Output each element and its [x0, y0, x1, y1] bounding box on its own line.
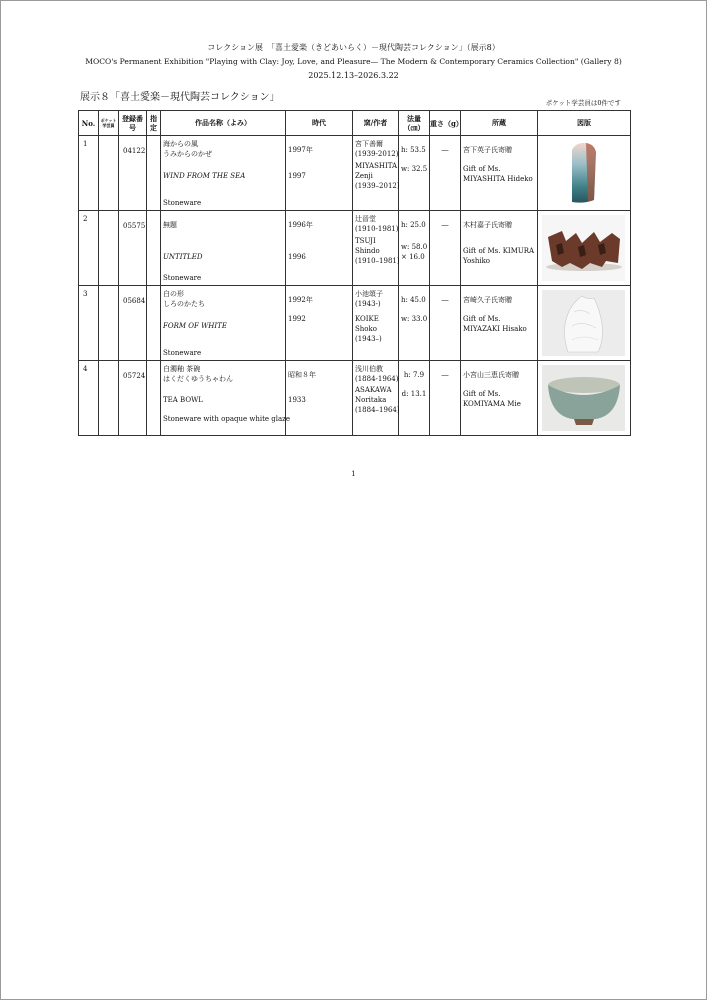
weight-value: ― — [441, 221, 449, 229]
artist-en-surname: TSUJI — [355, 237, 376, 245]
collection-ja: 宮下英子氏寄贈 — [463, 146, 512, 154]
size-height: h: 25.0 — [401, 221, 426, 229]
collection-en-line2: MIYASHITA Hideko — [463, 175, 533, 183]
artist-en-years: (1884–1964) — [355, 406, 400, 414]
work-title-ja: 無題 — [163, 221, 177, 229]
collection-en-line1: Gift of Ms. — [463, 315, 501, 323]
work-title-ja: 白の形 — [163, 290, 184, 298]
work-material: Stoneware — [163, 349, 202, 357]
artist-ja: 小池頌子 — [355, 290, 383, 298]
size-height: h: 7.9 — [403, 371, 425, 379]
artist-en-given: Shoko — [355, 325, 377, 333]
table-row — [79, 136, 631, 211]
weight-value: ― — [441, 146, 449, 154]
date-en: 1997 — [288, 172, 306, 180]
artist-en-years: (1943–) — [355, 335, 382, 343]
row-number: 2 — [83, 215, 88, 223]
registration-number: 05575 — [123, 222, 146, 230]
section-title: 展示８「喜土愛楽－現代陶芸コレクション」 — [80, 92, 280, 103]
artist-en-surname: ASAKAWA — [355, 386, 392, 394]
table-row — [79, 211, 631, 286]
row-number: 3 — [83, 290, 88, 298]
artist-en-surname: KOIKE — [355, 315, 379, 323]
work-material: Stoneware — [163, 199, 202, 207]
collection-ja: 宮崎久子氏寄贈 — [463, 296, 512, 304]
weight-value: ― — [441, 296, 449, 304]
col-header-no: No. — [79, 111, 99, 136]
page-number: 1 — [351, 470, 356, 478]
artist-en-given: Noritaka — [355, 396, 387, 404]
work-title-reading: うみからのかぜ — [163, 150, 212, 158]
table-row — [79, 286, 631, 361]
artist-en-given: Zenji — [355, 172, 373, 180]
artist-en-years: (1910–1981) — [355, 257, 400, 265]
row-number: 1 — [83, 140, 88, 148]
work-material: Stoneware with opaque white glaze — [163, 415, 290, 423]
artwork-image-tea-bowl — [542, 365, 625, 431]
artwork-image-white-form — [542, 290, 625, 356]
artwork-image-sculpture — [542, 215, 625, 281]
collection-en-line2: MIYAZAKI Hisako — [463, 325, 527, 333]
registration-number: 04122 — [123, 147, 146, 155]
header-title-en: MOCO's Permanent Exhibition "Playing with Clay: Joy, Love, and Pleasure— The Modern & Contemporary Ceramics Collection" (Gallery 8) — [85, 57, 622, 66]
work-title-en: TEA BOWL — [163, 396, 203, 404]
col-header-pocket: ポケット学芸員 — [99, 111, 119, 136]
col-header-size: 法量（㎝） — [399, 111, 430, 136]
collection-en-line1: Gift of Ms. — [463, 165, 501, 173]
date-ja: 1996年 — [288, 221, 313, 229]
header-title-ja: コレクション展 「喜土愛楽（きどあいらく）－現代陶芸コレクション」（展示8） — [207, 43, 500, 52]
size-width: w: 58.0 — [401, 243, 428, 251]
pocket-curator-note: ポケット学芸員は0件です — [545, 99, 621, 107]
size-width: w: 33.0 — [401, 315, 428, 323]
col-header-title: 作品名称（よみ） — [161, 111, 286, 136]
artist-en-surname: MIYASHITA — [355, 162, 398, 170]
artist-ja: 宮下善爾 — [355, 140, 383, 148]
work-title-reading: はくだくゆうちゃわん — [163, 375, 233, 383]
col-header-image: 図版 — [538, 111, 631, 136]
collection-ja: 小宮山三恵氏寄贈 — [463, 371, 519, 379]
work-title-reading: しろのかたち — [163, 300, 205, 308]
col-header-designation: 指定 — [147, 111, 161, 136]
registration-number: 05684 — [123, 297, 146, 305]
work-title-en: WIND FROM THE SEA — [163, 172, 246, 180]
collection-en-line2: KOMIYAMA Mie — [463, 400, 521, 408]
artist-en-given: Shindo — [355, 247, 380, 255]
table-header-row — [79, 111, 631, 136]
date-ja: 昭和８年 — [288, 371, 316, 379]
artist-en-years: (1939–2012) — [355, 182, 400, 190]
collection-ja: 木村嘉子氏寄贈 — [463, 221, 512, 229]
size-depth: × 16.0 — [401, 253, 425, 261]
weight-value: ― — [441, 371, 449, 379]
work-material: Stoneware — [163, 274, 202, 282]
col-header-date: 時代 — [286, 111, 353, 136]
col-header-weight: 重さ（g） — [430, 111, 461, 136]
work-title-en: FORM OF WHITE — [163, 322, 227, 330]
col-header-registration: 登録番号 — [119, 111, 147, 136]
collection-en-line1: Gift of Ms. — [463, 390, 501, 398]
date-en: 1992 — [288, 315, 306, 323]
col-header-artist: 窯/作者 — [353, 111, 399, 136]
artist-ja-years: (1943-) — [355, 300, 381, 308]
registration-number: 05724 — [123, 372, 146, 380]
exhibition-header — [1, 41, 706, 83]
artist-ja-years: (1884-1964) — [355, 375, 399, 383]
size-height: h: 45.0 — [401, 296, 426, 304]
size-height: h: 53.5 — [401, 146, 426, 154]
size-diameter: d: 13.1 — [401, 390, 427, 398]
col-header-collection: 所蔵 — [461, 111, 538, 136]
size-width: w: 32.5 — [401, 165, 428, 173]
artist-ja-years: (1939-2012) — [355, 150, 399, 158]
date-ja: 1997年 — [288, 146, 313, 154]
artwork-image-vase — [542, 140, 625, 206]
works-table — [78, 110, 631, 436]
collection-en-line1: Gift of Ms. KIMURA — [463, 247, 535, 255]
artist-ja: 辻晉堂 — [355, 215, 376, 223]
date-ja: 1992年 — [288, 296, 313, 304]
artist-ja-years: (1910-1981) — [355, 225, 399, 233]
date-en: 1933 — [288, 396, 306, 404]
work-title-ja: 海からの風 — [163, 140, 198, 148]
row-number: 4 — [83, 365, 88, 373]
artist-ja: 浅川伯教 — [355, 365, 383, 373]
header-dates: 2025.12.13–2026.3.22 — [308, 71, 399, 80]
work-title-ja: 白濁釉 茶碗 — [163, 365, 201, 373]
collection-en-line2: Yoshiko — [463, 257, 491, 265]
table-row — [79, 361, 631, 436]
date-en: 1996 — [288, 253, 306, 261]
work-title-en: UNTITLED — [163, 253, 203, 261]
